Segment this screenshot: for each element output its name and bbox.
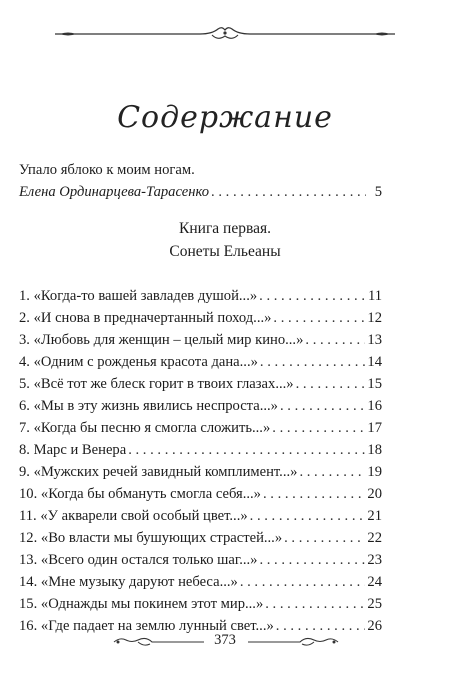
toc-entry[interactable] bbox=[19, 596, 382, 613]
book-title-line-2: Сонеты Ельеаны bbox=[169, 243, 281, 260]
toc-entry-title: 15. «Однажды мы покинем этот мир...» bbox=[19, 596, 264, 612]
toc-entry-title: 10. «Когда бы обмануть смогла себя...» bbox=[19, 486, 261, 502]
toc-entry[interactable] bbox=[19, 398, 382, 415]
toc-entry[interactable] bbox=[19, 486, 382, 503]
contents-heading: Содержание bbox=[117, 100, 333, 135]
dot-leader bbox=[260, 354, 366, 371]
toc-entry[interactable] bbox=[19, 310, 382, 327]
intro-author-line[interactable] bbox=[19, 184, 382, 201]
dot-leader bbox=[211, 184, 366, 201]
dot-leader bbox=[263, 486, 365, 503]
dot-leader bbox=[259, 552, 365, 569]
toc-entry[interactable] bbox=[19, 376, 382, 393]
toc-entry-title: 11. «У акварели свой особый цвет...» bbox=[19, 508, 248, 524]
toc-entry-title: 8. Марс и Венера bbox=[19, 442, 127, 458]
toc-entry-page: 26 bbox=[367, 618, 382, 634]
toc-entry-page: 17 bbox=[367, 420, 382, 436]
toc-entry-page: 23 bbox=[367, 552, 382, 568]
toc-entry-title: 4. «Одним с рожденья красота дана...» bbox=[19, 354, 258, 370]
toc-entry[interactable] bbox=[19, 464, 382, 481]
dot-leader bbox=[240, 574, 366, 591]
dot-leader bbox=[259, 288, 366, 305]
flourish-divider-icon bbox=[0, 22, 450, 46]
toc-entry-page: 11 bbox=[367, 288, 382, 304]
toc-entry-page: 20 bbox=[367, 486, 382, 502]
dot-leader bbox=[265, 596, 365, 613]
toc-entry[interactable] bbox=[19, 508, 382, 525]
toc-entry[interactable] bbox=[19, 574, 382, 591]
toc-entry-page: 13 bbox=[367, 332, 382, 348]
toc-entry[interactable] bbox=[19, 552, 382, 569]
dot-leader bbox=[296, 376, 366, 393]
dot-leader bbox=[128, 442, 365, 459]
intro-title: Упало яблоко к моим ногам. bbox=[19, 162, 195, 178]
toc-entry-title: 5. «Всё тот же блеск горит в твоих глазах...» bbox=[19, 376, 294, 392]
toc-entry[interactable] bbox=[19, 420, 382, 437]
toc-entry-title: 2. «И снова в предначертанный поход...» bbox=[19, 310, 272, 326]
toc-entry-page: 19 bbox=[367, 464, 382, 480]
toc-entry[interactable] bbox=[19, 354, 382, 371]
dot-leader bbox=[280, 398, 365, 415]
toc-entry-page: 14 bbox=[367, 354, 382, 370]
toc-entry[interactable] bbox=[19, 530, 382, 547]
toc-entry[interactable] bbox=[19, 442, 382, 459]
dot-leader bbox=[250, 508, 366, 525]
toc-entry-title: 9. «Мужских речей завидный комплимент...» bbox=[19, 464, 298, 480]
dot-leader bbox=[272, 420, 365, 437]
top-ornament bbox=[0, 22, 450, 46]
page-footer bbox=[0, 630, 450, 654]
toc-entry-page: 22 bbox=[367, 530, 382, 546]
toc-entry-title: 7. «Когда бы песню я смогла сложить...» bbox=[19, 420, 271, 436]
toc-entry-page: 24 bbox=[367, 574, 382, 590]
toc-entry[interactable] bbox=[19, 288, 382, 305]
intro-author: Елена Ординарцева-Тарасенко bbox=[19, 184, 210, 200]
dot-leader bbox=[284, 530, 365, 547]
intro-page: 5 bbox=[374, 184, 382, 200]
toc-entry-page: 18 bbox=[367, 442, 382, 458]
toc-entry-title: 13. «Всего один остался только шаг...» bbox=[19, 552, 258, 568]
toc-entry-title: 1. «Когда-то вашей завладев душой...» bbox=[19, 288, 258, 304]
toc-entry-title: 3. «Любовь для женщин – целый мир кино...» bbox=[19, 332, 304, 348]
toc-entry-title: 12. «Во власти мы бушующих страстей...» bbox=[19, 530, 283, 546]
dot-leader bbox=[305, 332, 365, 349]
dot-leader bbox=[299, 464, 365, 481]
dot-leader bbox=[273, 310, 365, 327]
page-number: 373 bbox=[214, 632, 236, 648]
toc-entry-page: 15 bbox=[367, 376, 382, 392]
toc-entry-page: 25 bbox=[367, 596, 382, 612]
right-flourish-icon bbox=[245, 634, 340, 650]
toc-entry-page: 21 bbox=[367, 508, 382, 524]
toc-entry-title: 6. «Мы в эту жизнь явились неспроста...» bbox=[19, 398, 278, 414]
toc-entry-title: 16. «Где падает на землю лунный свет...» bbox=[19, 618, 274, 634]
toc-entry-page: 12 bbox=[367, 310, 382, 326]
toc-entry-page: 16 bbox=[367, 398, 382, 414]
toc-entry[interactable] bbox=[19, 332, 382, 349]
book-title-line-1: Книга первая. bbox=[179, 220, 271, 237]
toc-entry-title: 14. «Мне музыку даруют небеса...» bbox=[19, 574, 238, 590]
